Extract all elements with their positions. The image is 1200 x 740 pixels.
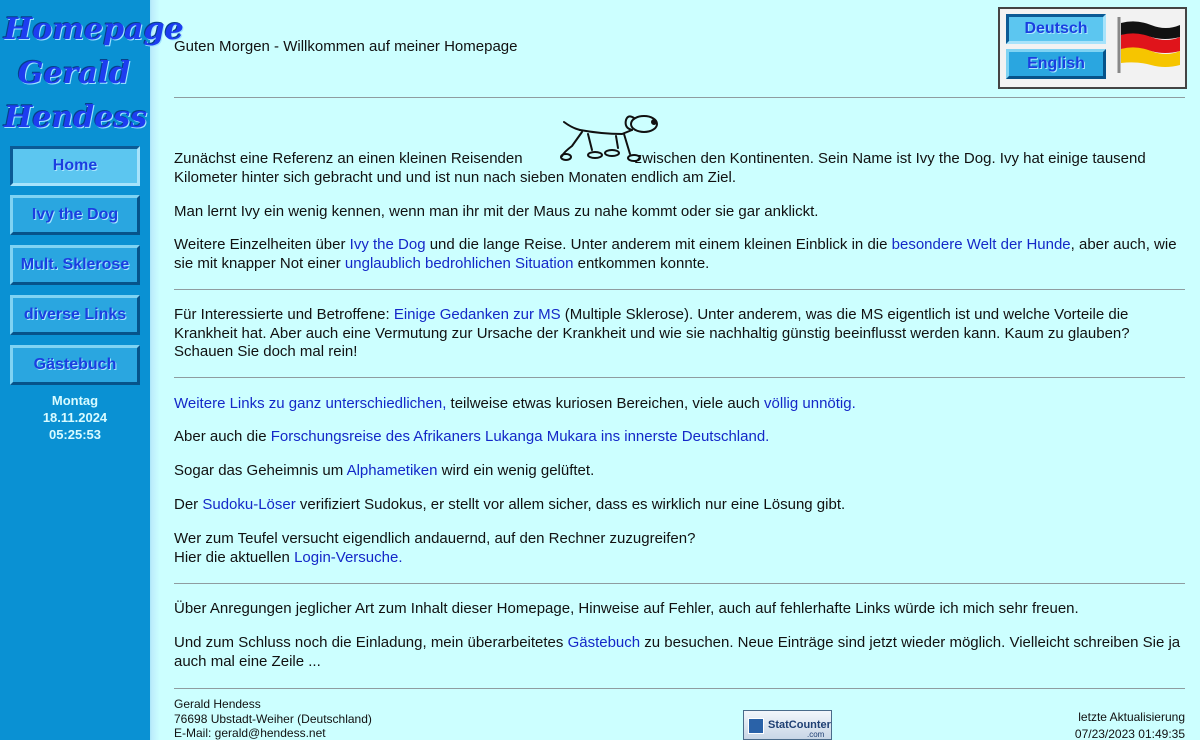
- sudoku-text-1: Der: [174, 496, 203, 513]
- statcounter-domain: .com: [807, 730, 825, 739]
- weekday: Montag: [51, 393, 99, 408]
- last-update-label: letzte Aktualisierung: [1078, 710, 1185, 724]
- more-links-link[interactable]: Weitere Links zu ganz unterschiedlichen,: [174, 395, 447, 412]
- login-text-2: Hier die aktuellen: [174, 548, 295, 566]
- logo-line-1: Homepage: [4, 12, 184, 47]
- ivy-the-dog-link[interactable]: Ivy the Dog: [349, 236, 426, 253]
- divider: [174, 289, 1185, 290]
- alphametics-text-1: Sogar das Geheimnis um: [174, 462, 347, 479]
- divider: [174, 97, 1185, 98]
- research-paragraph: [174, 428, 1185, 447]
- details-text-1: Weitere Einzelheiten über: [174, 236, 350, 253]
- guestbook-text-1: Und zum Schluss noch die Einladung, mein überarbeitetes: [174, 634, 568, 651]
- details-text-2: und die lange Reise. Unter anderem mit einem kleinen Einblick in die: [425, 236, 892, 253]
- dog-world-link[interactable]: besondere Welt der Hunde: [891, 236, 1071, 253]
- divider: [174, 688, 1185, 689]
- mouse-note-paragraph: Man lernt Ivy ein wenig kennen, wenn man ihr mit der Maus zu nahe kommt oder sie gar anklickt.: [174, 203, 819, 220]
- clock-box: [0, 392, 150, 443]
- lukanga-mukara-link[interactable]: Forschungsreise des Afrikaners Lukanga Mukara ins innerste Deutschland.: [270, 428, 770, 445]
- links-paragraph: [174, 395, 1185, 414]
- site-logo[interactable]: [4, 8, 184, 140]
- nav-home-button[interactable]: Home: [10, 146, 140, 186]
- login-text-1: Wer zum Teufel versucht eigendlich andauernd, auf den Rechner zuzugreifen?: [174, 530, 696, 547]
- sudoku-solver-link[interactable]: Sudoku-Löser: [202, 496, 296, 513]
- nav-diverse-links-button[interactable]: diverse Links: [10, 295, 140, 335]
- ms-text-2: (Multiple Sklerose). Unter anderem, was die MS eigentlich ist und welche Vorteile die Krankheit hat. Aber auch eine Vermutung zur Ursache der Krankheit und wie sie nachhaltig günstig beeinflusst werden kann. Kaum zu glauben? Schauen Sie doch mal rein!: [174, 306, 1130, 360]
- links-text-1: teilweise etwas kuriosen Bereichen, viele auch: [446, 395, 765, 412]
- footer-address: 76698 Ubstadt-Weiher (Deutschland): [174, 711, 372, 726]
- login-attempts-link[interactable]: Login-Versuche.: [294, 548, 403, 566]
- divider: [174, 377, 1185, 378]
- threatening-situation-link[interactable]: unglaublich bedrohlichen Situation: [344, 254, 574, 272]
- statcounter-badge[interactable]: [743, 710, 832, 740]
- alphametics-link[interactable]: Alphametiken: [346, 462, 438, 479]
- footer-name: Gerald Hendess: [174, 697, 261, 711]
- login-paragraph: [174, 530, 1185, 567]
- feedback-paragraph: Über Anregungen jeglicher Art zum Inhalt dieser Homepage, Hinweise auf Fehler, auch auf fehlerhafte Links würde ich mich sehr freuen.: [174, 600, 1079, 617]
- sudoku-text-2: verifiziert Sudokus, er stellt vor allem sicher, dass es wirklich nur eine Lösung gibt.: [295, 496, 846, 513]
- ms-thoughts-link[interactable]: Einige Gedanken zur MS: [393, 306, 561, 323]
- date: 18.11.2024: [42, 410, 108, 425]
- last-update-value: 07/23/2023 01:49:35: [1074, 727, 1185, 740]
- language-deutsch-button[interactable]: Deutsch: [1006, 14, 1106, 44]
- greeting-text: Guten Morgen - Willkommen auf meiner Homepage: [174, 38, 518, 55]
- research-text-1: Aber auch die: [174, 428, 271, 445]
- footer-email[interactable]: E-Mail: gerald@hendess.net: [174, 726, 326, 740]
- nav-ivy-the-dog-button[interactable]: Ivy the Dog: [10, 195, 140, 235]
- nav-mult-sklerose-button[interactable]: Mult. Sklerose: [10, 245, 140, 285]
- details-paragraph: [174, 236, 1185, 273]
- sidebar: [0, 0, 184, 740]
- nav-gaestebuch-button[interactable]: Gästebuch: [10, 345, 140, 385]
- alphametics-paragraph: [174, 462, 1185, 481]
- intro-text-2: zwischen den Kontinenten. Sein Name ist Ivy the Dog. Ivy hat einige tausend Kilometer hinter sich gebracht und und ist nun nach sieben Monaten endlich am Ziel.: [174, 150, 1146, 186]
- time: 05:25:53: [48, 427, 102, 442]
- last-update: [1075, 709, 1185, 740]
- sudoku-paragraph: [174, 496, 1185, 515]
- intro-text-1: Zunächst eine Referenz an einen kleinen Reisenden: [174, 150, 523, 167]
- details-text-4: entkommen konnte.: [573, 254, 710, 272]
- language-english-button[interactable]: English: [1006, 49, 1106, 79]
- details-text-3: , aber auch, wie sie mit knapper Not einer: [174, 236, 1177, 272]
- statcounter-label: StatCounter: [768, 719, 831, 731]
- alphametics-text-2: wird ein wenig gelüftet.: [437, 462, 595, 479]
- german-flag-icon: [1116, 15, 1182, 75]
- statcounter-icon: [748, 718, 764, 734]
- logo-line-3: Hendess: [4, 100, 148, 135]
- guestbook-text-2: zu besuchen. Neue Einträge sind jetzt wieder möglich. Vielleicht schreiben Sie ja auch mal eine Zeile ...: [174, 634, 1181, 670]
- guestbook-paragraph: [174, 634, 1185, 671]
- ms-paragraph: [174, 306, 1185, 362]
- language-selector: [998, 7, 1187, 89]
- useless-links-link[interactable]: völlig unnötig.: [764, 395, 856, 412]
- divider: [174, 583, 1185, 584]
- logo-line-2: Gerald: [17, 56, 131, 91]
- ms-text-1: Für Interessierte und Betroffene:: [174, 306, 394, 323]
- footer-contact: [174, 697, 372, 740]
- guestbook-link[interactable]: Gästebuch: [567, 634, 641, 651]
- intro-paragraph: [174, 150, 1185, 187]
